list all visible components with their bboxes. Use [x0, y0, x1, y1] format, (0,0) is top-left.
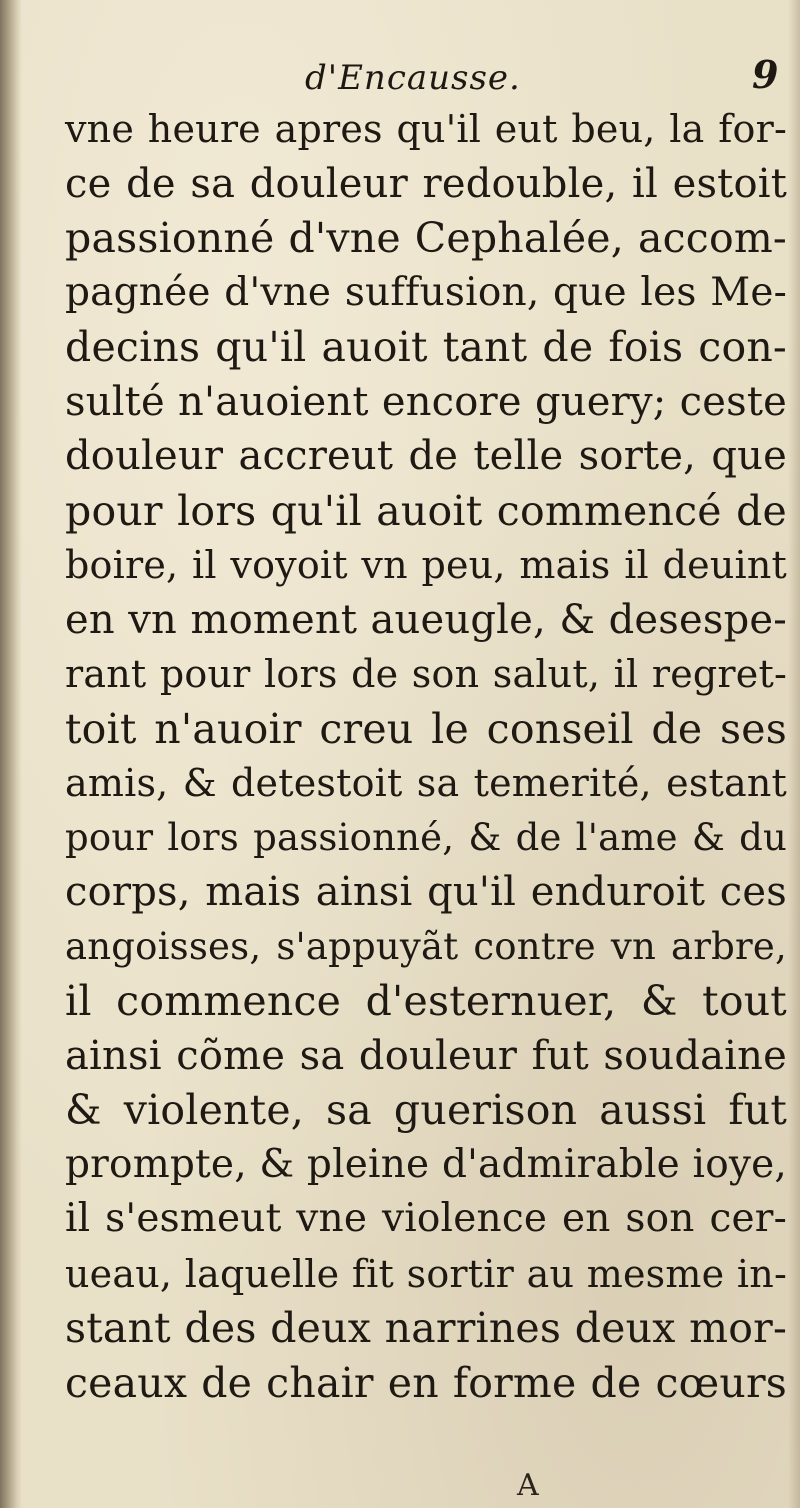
text-line: il s'esmeut vne violence en son cer- [65, 1196, 787, 1241]
page-header [0, 50, 800, 100]
text-line: vne heure apres qu'il eut beu, la for- [65, 107, 787, 151]
signature-mark: A [517, 1468, 539, 1503]
text-line: pour lors passionné, & de l'ame & du [65, 815, 787, 859]
text-line: ainsi cõme sa douleur fut soudaine [65, 1032, 787, 1079]
text-line: pour lors qu'il auoit commencé de [65, 486, 787, 535]
text-line: sulté n'auoient encore guery; ceste [65, 378, 787, 425]
text-line: & violente, sa guerison aussi fut [65, 1086, 787, 1134]
text-line: angoisses, s'appuyãt contre vn arbre, [65, 924, 787, 968]
text-line: toit n'auoir creu le conseil de ses [65, 704, 787, 753]
text-line: boire, il voyoit vn peu, mais il deuint [65, 543, 787, 587]
text-line: corps, mais ainsi qu'il enduroit ces [65, 869, 787, 915]
text-line: ce de sa douleur redouble, il estoit [65, 160, 787, 207]
text-line: stant des deux narrines deux mor- [65, 1304, 787, 1352]
page-binding-shadow [0, 0, 22, 1508]
text-line: passionné d'vne Cephalée, accom- [65, 214, 787, 262]
body-text [65, 102, 787, 1410]
page-number: 9 [752, 52, 779, 97]
page-edge-shadow [788, 0, 800, 1508]
text-line: rant pour lors de son salut, il regret- [65, 652, 787, 696]
running-head: d'Encausse. [305, 58, 521, 98]
text-line: ceaux de chair en forme de cœurs [65, 1358, 787, 1407]
text-line: douleur accreut de telle sorte, que [65, 433, 787, 479]
text-line: en vn moment aueugle, & desespe- [65, 596, 787, 643]
text-line: ueau, laquelle fit sortir au mesme in- [65, 1251, 787, 1296]
text-line: decins qu'il auoit tant de fois con- [65, 323, 787, 371]
text-line: il commence d'esternuer, & tout [65, 977, 787, 1025]
text-line: prompte, & pleine d'admirable ioye, [65, 1141, 787, 1187]
text-line: pagnée d'vne suffusion, que les Me- [65, 269, 787, 315]
text-line: amis, & detestoit sa temerité, estant [65, 761, 787, 805]
